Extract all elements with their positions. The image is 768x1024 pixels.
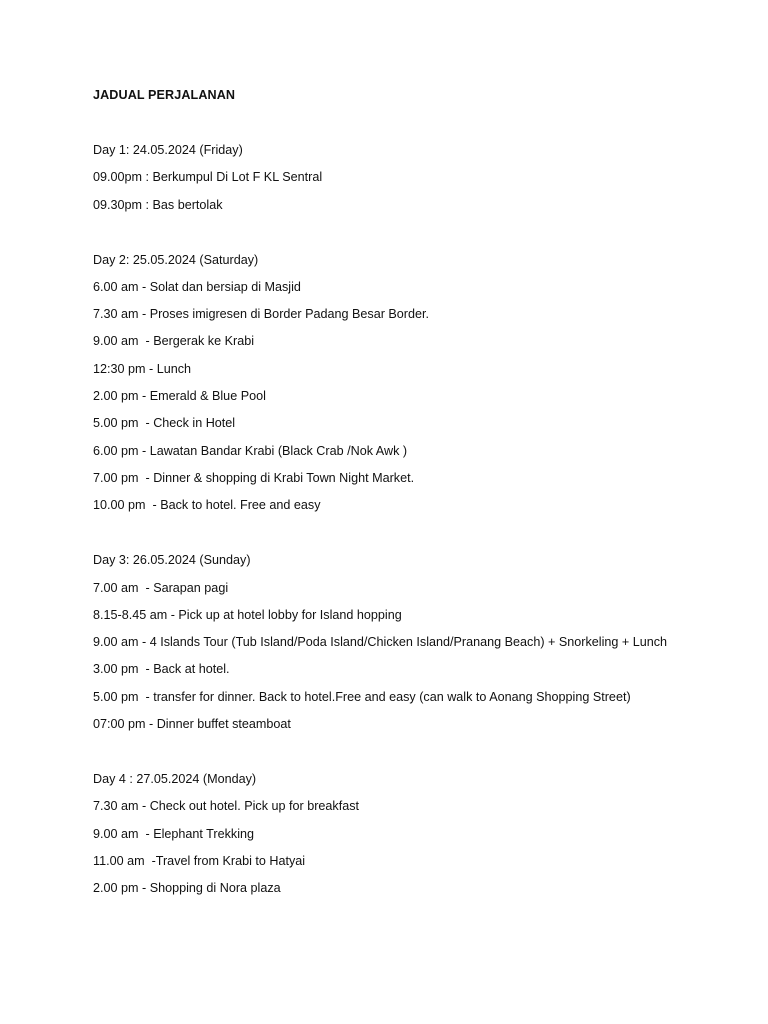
day-section-3: [93, 551, 693, 733]
itinerary-item: 9.00 am - Elephant Trekking: [93, 826, 255, 841]
itinerary-item: 09.30pm : Bas bertolak: [93, 197, 223, 212]
day-heading: Day 4 : 27.05.2024 (Monday): [93, 772, 257, 787]
itinerary-item: 07:00 pm - Dinner buffet steamboat: [93, 717, 291, 732]
itinerary-item: 8.15-8.45 am - Pick up at hotel lobby for Island hopping: [93, 607, 402, 622]
itinerary-content: [93, 86, 693, 907]
day-heading: Day 2: 25.05.2024 (Saturday): [93, 252, 259, 267]
itinerary-item: 9.00 am - Bergerak ke Krabi: [93, 334, 254, 349]
day-heading: Day 1: 24.05.2024 (Friday): [93, 143, 243, 157]
itinerary-item: 7.00 am - Sarapan pagi: [93, 580, 229, 595]
itinerary-item: 5.00 pm - transfer for dinner. Back to hotel.Free and easy (can walk to Aonang Shopping Street): [93, 689, 631, 704]
itinerary-item: 7.30 am - Check out hotel. Pick up for breakfast: [93, 799, 359, 814]
itinerary-item: 9.00 am - 4 Islands Tour (Tub Island/Poda Island/Chicken Island/Pranang Beach) + Snorkeling + Lunch: [93, 635, 668, 650]
itinerary-item: 7.00 pm - Dinner & shopping di Krabi Town Night Market.: [93, 470, 415, 485]
itinerary-item: 09.00pm : Berkumpul Di Lot F KL Sentral: [93, 170, 323, 185]
itinerary-item: 10.00 pm - Back to hotel. Free and easy: [93, 498, 321, 513]
itinerary-item: 2.00 pm - Shopping di Nora plaza: [93, 881, 281, 896]
itinerary-item: 6.00 pm - Lawatan Bandar Krabi (Black Crab /Nok Awk ): [93, 443, 408, 458]
day-section-4: [93, 770, 693, 897]
itinerary-item: 11.00 am -Travel from Krabi to Hatyai: [93, 853, 306, 868]
day-section-2: [93, 251, 693, 515]
itinerary-item: 7.30 am - Proses imigresen di Border Padang Besar Border.: [93, 307, 430, 322]
itinerary-item: 12:30 pm - Lunch: [93, 361, 192, 376]
document-title: JADUAL PERJALANAN: [93, 88, 236, 102]
itinerary-item: 5.00 pm - Check in Hotel: [93, 416, 236, 431]
itinerary-item: 3.00 pm - Back at hotel.: [93, 662, 230, 677]
day-heading: Day 3: 26.05.2024 (Sunday): [93, 553, 251, 568]
itinerary-item: 6.00 am - Solat dan bersiap di Masjid: [93, 279, 301, 294]
day-section-1: [93, 141, 693, 214]
itinerary-item: 2.00 pm - Emerald & Blue Pool: [93, 389, 266, 404]
